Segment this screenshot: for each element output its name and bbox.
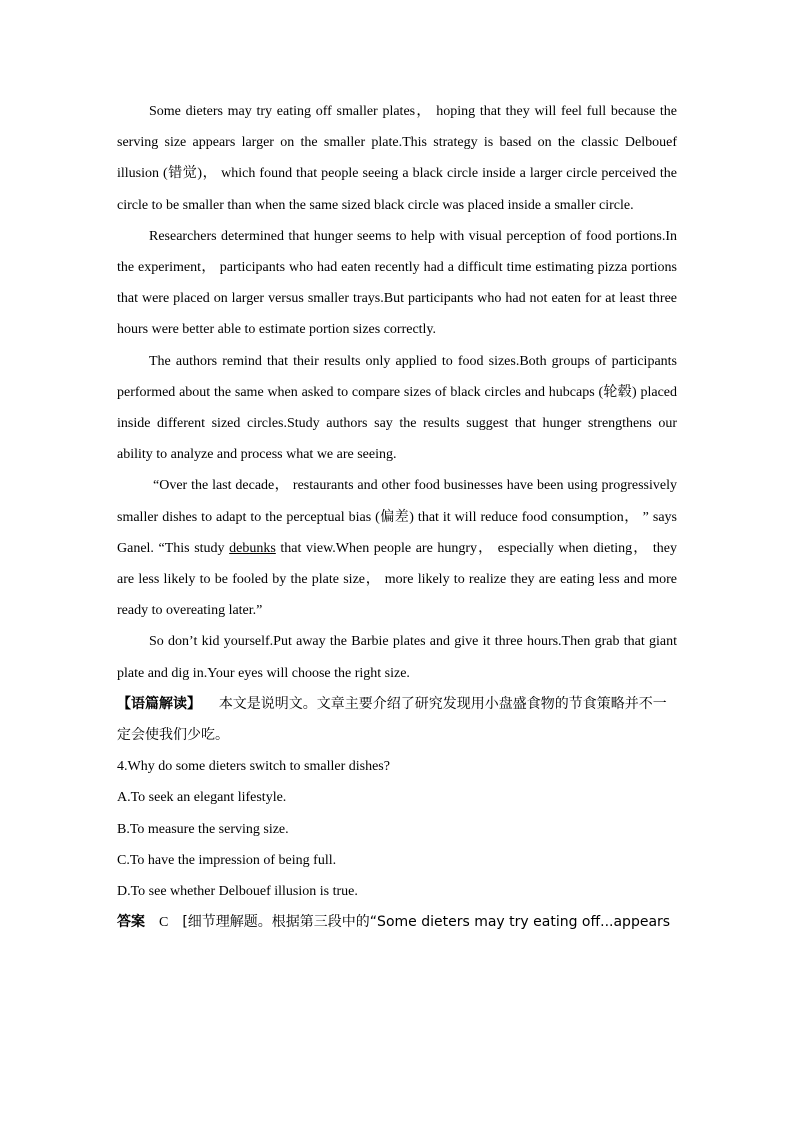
underlined-word-debunks: debunks [229,540,276,556]
passage-paragraph-3: The authors remind that their results only applied to food sizes.Both groups of participants performed about the same when asked to compare sizes of black circles and hubcaps (轮毂) placed inside different sized circles.Study authors say the results suggest that hunger strengthens our ability to analyze and process what we are seeing. [117,353,677,463]
option-a: A.To seek an elegant lifestyle. [117,790,287,806]
paragraph-4-text-after: that view.When people are hungry， especially when dieting， they are less likely to be fooled by the plate size， more likely to realize they are eating less and more ready to overeating later.” [117,540,678,619]
passage-paragraph-5: So don’t kid yourself.Put away the Barbie plates and give it three hours.Then grab that giant plate and dig in.Your eyes will choose the right size. [117,634,677,681]
paragraph-4-text-before: “Over the last decade， restaurants and other food businesses have been using progressively smaller dishes to adapt to the perceptual bias (偏差) that it will reduce food consumption， ” says Ganel. “This study [117,478,677,556]
option-c: C.To have the impression of being full. [117,852,337,868]
passage-paragraph-1: Some dieters may try eating off smaller plates， hoping that they will feel full because the serving size appears larger on the smaller plate.This strategy is based on the classic Delbouef illusion (错觉)， which found that people seeing a black circle inside a larger circle perceived the circle to be smaller than when the same sized black circle was placed inside a smaller circle. [117,104,677,213]
answer-line [117,907,677,938]
question-stem: 4.Why do some dieters switch to smaller dishes? [117,759,390,775]
option-d: D.To see whether Delbouef illusion is true. [117,884,358,900]
answer-explanation: [细节理解题。根据第三段中的“Some dieters may try eating off...appears [182,914,671,931]
option-b: B.To measure the serving size. [117,821,289,837]
answer-letter: C [159,915,169,931]
analysis-text: 本文是说明文。文章主要介绍了研究发现用小盘盛食物的节食策略并不一定会使我们少吃。 [117,695,667,744]
passage-analysis [117,689,677,751]
passage-paragraph-2: Researchers determined that hunger seems to help with visual perception of food portions.In the experiment， participants who had eaten recently had a difficult time estimating pizza portions that were placed on larger versus smaller trays.But participants who had not eaten for at least three hours were better able to estimate portion sizes correctly. [117,228,677,338]
answer-key-label: 答案 [117,914,145,931]
document-page [117,96,677,938]
passage-paragraph-4 [117,470,677,626]
analysis-label: 【语篇解读】 [117,695,201,712]
